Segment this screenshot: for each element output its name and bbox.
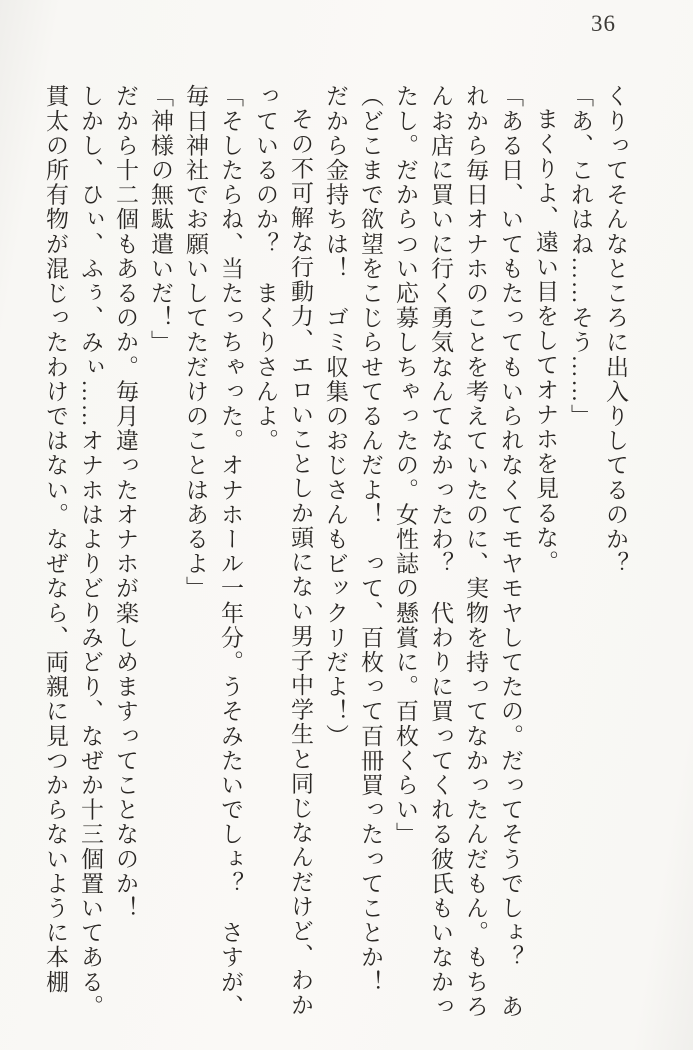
text-column-paragraph: だから十二個もあるのか。毎月違ったオナホが楽しめますってことなのか！ (113, 84, 138, 921)
vertical-text-block (38, 84, 633, 1022)
text-column-paragraph: 「ある日、いてもたってもいられなくてモヤモヤしてたの。だってそうでしょ？ あれから毎日オナホのことを考えていたのに、実物を持ってなかったんだもん。もちろんお店に買いに行く勇気なんてなかったわ？ 代わりに買ってくれる彼氏もいなかったし。だからつい応募しちゃったの。女性誌の懸賞に。百枚くらい」 (393, 84, 523, 1019)
text-column-paragraph: しかし、ひぃ、ふぅ、みぃ……オナホはよりどりみどり、なぜか十三個置いてある。 (78, 84, 103, 1019)
text-column-paragraph: まくりよ、遠い目をしてオナホを見るな。 (533, 107, 558, 575)
page-number: 36 (591, 11, 616, 36)
text-column-paragraph: くりってそんなところに出入りしてるのか？ (603, 84, 628, 576)
text-column-paragraph: 「神様の無駄遣いだ！」 (148, 84, 173, 355)
text-column-paragraph: 「あ、これはね……そう……」 (568, 84, 593, 429)
text-column-paragraph: 貫太の所有物が混じったわけではない。なぜなら、両親に見つからないように本棚 (43, 84, 68, 995)
text-column-paragraph: 「そしたらね、当たっちゃった。オナホール一年分。うそみたいでしょ？ さすが、毎日神社でお願いしてただけのことはあるよ」 (183, 84, 243, 1019)
text-column-paragraph: その不可解な行動力、エロいことしか頭にない男子中学生と同じなんだけど、わかっているのか？ まくりさんよ。 (253, 84, 313, 1018)
text-column-paragraph: （どこまで欲望をこじらせてるんだよ！ って、百枚って百冊買ったってことか！ だから金持ちは！ ゴミ収集のおじさんもビックリだよ！） (323, 84, 383, 1019)
